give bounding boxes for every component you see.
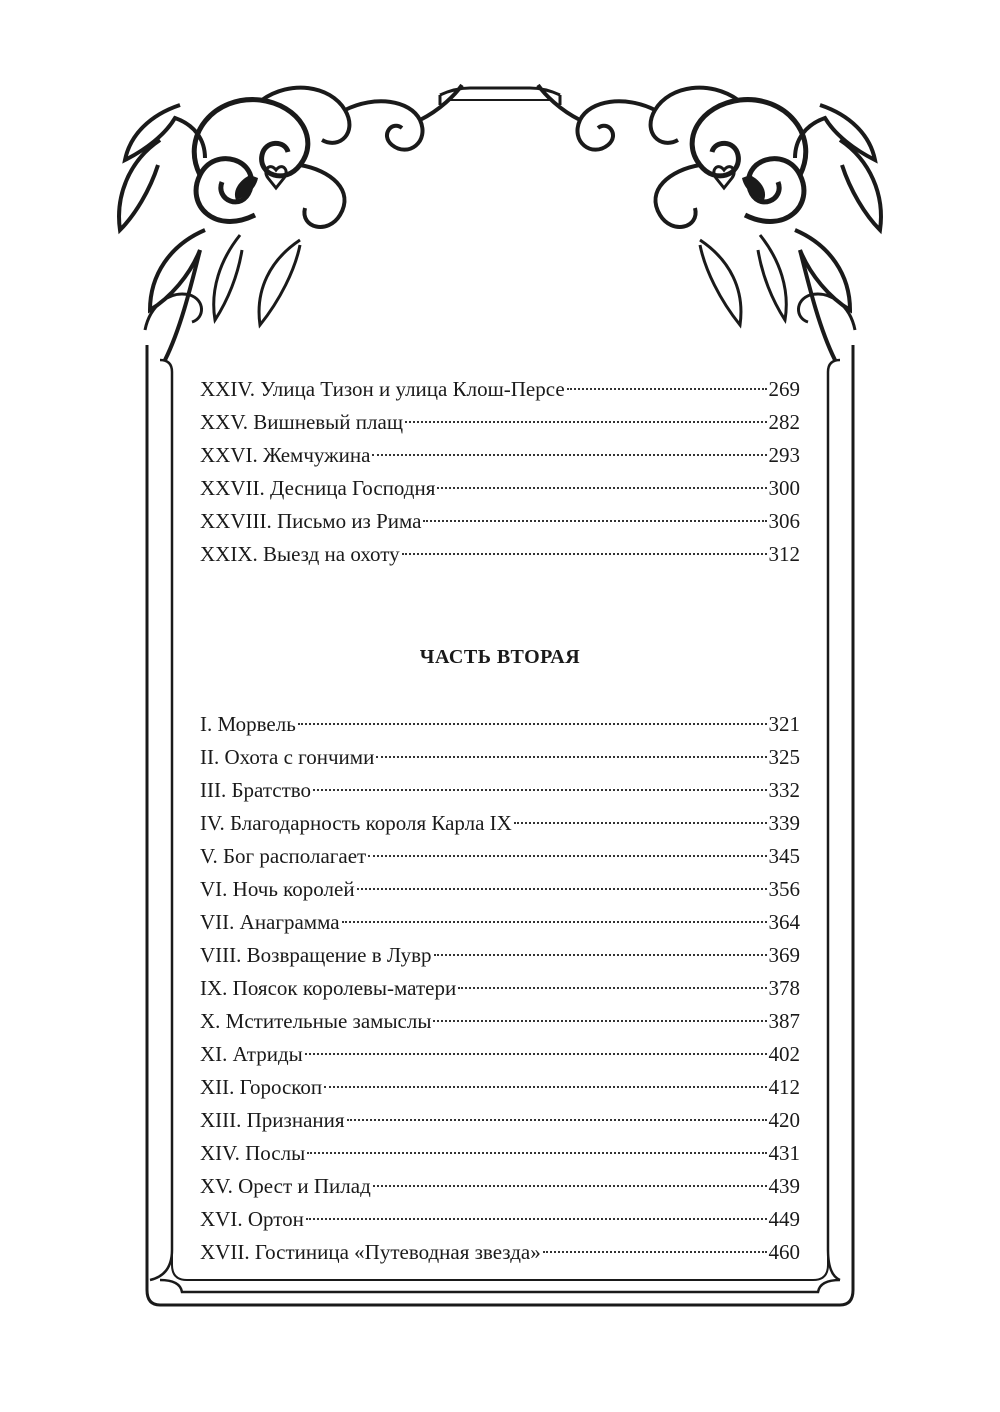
toc-dot-leader [567, 388, 767, 390]
toc-entry-title: XXIX. Выезд на охоту [200, 542, 400, 566]
toc-part-one [200, 373, 800, 571]
toc-dot-leader [306, 1218, 767, 1220]
toc-entry-title: I. Морвель [200, 712, 296, 736]
toc-dot-leader [357, 888, 767, 890]
toc-entry-page: 332 [768, 778, 800, 802]
toc-dot-leader [514, 822, 767, 824]
toc-entry-page: 325 [768, 745, 800, 769]
toc-part-two [200, 708, 800, 1269]
toc-entry-title: VI. Ночь королей [200, 877, 355, 901]
toc-dot-leader [458, 987, 766, 989]
toc-entry-title: XI. Атриды [200, 1042, 303, 1066]
toc-entry-title: XXVI. Жемчужина [200, 443, 371, 467]
toc-entry-title: IV. Благодарность короля Карла IX [200, 811, 512, 835]
toc-entry [200, 708, 800, 741]
toc-dot-leader [307, 1152, 766, 1154]
toc-entry-page: 269 [768, 377, 800, 401]
toc-entry [200, 1236, 800, 1269]
toc-dot-leader [313, 789, 766, 791]
toc-entry-page: 321 [768, 712, 800, 736]
toc-entry-title: XVI. Ортон [200, 1207, 304, 1231]
toc-entry [200, 807, 800, 840]
toc-entry-page: 387 [768, 1009, 800, 1033]
toc-entry-page: 420 [768, 1108, 800, 1132]
toc-entry-title: II. Охота с гончими [200, 745, 375, 769]
toc-entry [200, 1203, 800, 1236]
toc-entry-page: 306 [768, 509, 800, 533]
toc-entry-page: 364 [768, 910, 800, 934]
toc-entry-page: 369 [768, 943, 800, 967]
toc-entry-page: 312 [768, 542, 800, 566]
toc-dot-leader [298, 723, 767, 725]
toc-entry [200, 1137, 800, 1170]
toc-entry-title: XIV. Послы [200, 1141, 306, 1165]
toc-entry [200, 1038, 800, 1071]
toc-entry-title: III. Братство [200, 778, 312, 802]
toc-entry-title: XVII. Гостиница «Путеводная звезда» [200, 1240, 541, 1264]
toc-entry-page: 402 [768, 1042, 800, 1066]
toc-entry-title: VIII. Возвращение в Лувр [200, 943, 432, 967]
toc-dot-leader [543, 1251, 767, 1253]
toc-entry [200, 1104, 800, 1137]
toc-entry [200, 538, 800, 571]
toc-dot-leader [342, 921, 767, 923]
toc-dot-leader [368, 855, 766, 857]
toc-entry-title: V. Бог располагает [200, 844, 367, 868]
toc-dot-leader [405, 421, 767, 423]
toc-entry-page: 449 [768, 1207, 800, 1231]
toc-entry-title: XXV. Вишневый плащ [200, 410, 403, 434]
toc-entry-title: XXVIII. Письмо из Рима [200, 509, 422, 533]
toc-dot-leader [372, 454, 766, 456]
toc-dot-leader [347, 1119, 767, 1121]
toc-entry [200, 840, 800, 873]
toc-entry-page: 412 [768, 1075, 800, 1099]
toc-entry-title: X. Мстительные замыслы [200, 1009, 432, 1033]
toc-entry [200, 906, 800, 939]
part-heading: ЧАСТЬ ВТОРАЯ [419, 646, 581, 668]
toc-entry-page: 300 [768, 476, 800, 500]
toc-entry-title: XV. Орест и Пилад [200, 1174, 371, 1198]
toc-entry [200, 1005, 800, 1038]
toc-entry [200, 972, 800, 1005]
toc-entry-title: XXIV. Улица Тизон и улица Клош-Персе [200, 377, 565, 401]
toc-entry [200, 373, 800, 406]
toc-entry-page: 345 [768, 844, 800, 868]
toc-entry [200, 406, 800, 439]
toc-entry-page: 460 [768, 1240, 800, 1264]
toc-entry-page: 431 [768, 1141, 800, 1165]
toc-dot-leader [423, 520, 766, 522]
toc-entry [200, 873, 800, 906]
toc-entry [200, 439, 800, 472]
toc-dot-leader [402, 553, 767, 555]
toc-dot-leader [376, 756, 766, 758]
toc-entry [200, 774, 800, 807]
toc-entry-title: IX. Поясок королевы-матери [200, 976, 457, 1000]
toc-entry-title: XII. Гороскоп [200, 1075, 323, 1099]
toc-dot-leader [305, 1053, 767, 1055]
toc-entry-page: 293 [768, 443, 800, 467]
toc-entry-page: 378 [768, 976, 800, 1000]
toc-dot-leader [433, 1020, 766, 1022]
toc-entry-title: XIII. Признания [200, 1108, 345, 1132]
toc-entry [200, 939, 800, 972]
toc-entry-page: 339 [768, 811, 800, 835]
toc-entry-page: 282 [768, 410, 800, 434]
toc-dot-leader [324, 1086, 766, 1088]
toc-entry-page: 356 [768, 877, 800, 901]
toc-entry-title: XXVII. Десница Господня [200, 476, 436, 500]
toc-entry [200, 1170, 800, 1203]
toc-entry-page: 439 [768, 1174, 800, 1198]
toc-dot-leader [434, 954, 767, 956]
toc-entry [200, 472, 800, 505]
toc-entry [200, 741, 800, 774]
toc-dot-leader [437, 487, 766, 489]
toc-entry [200, 505, 800, 538]
toc-entry [200, 1071, 800, 1104]
toc-dot-leader [373, 1185, 767, 1187]
toc-entry-title: VII. Анаграмма [200, 910, 340, 934]
